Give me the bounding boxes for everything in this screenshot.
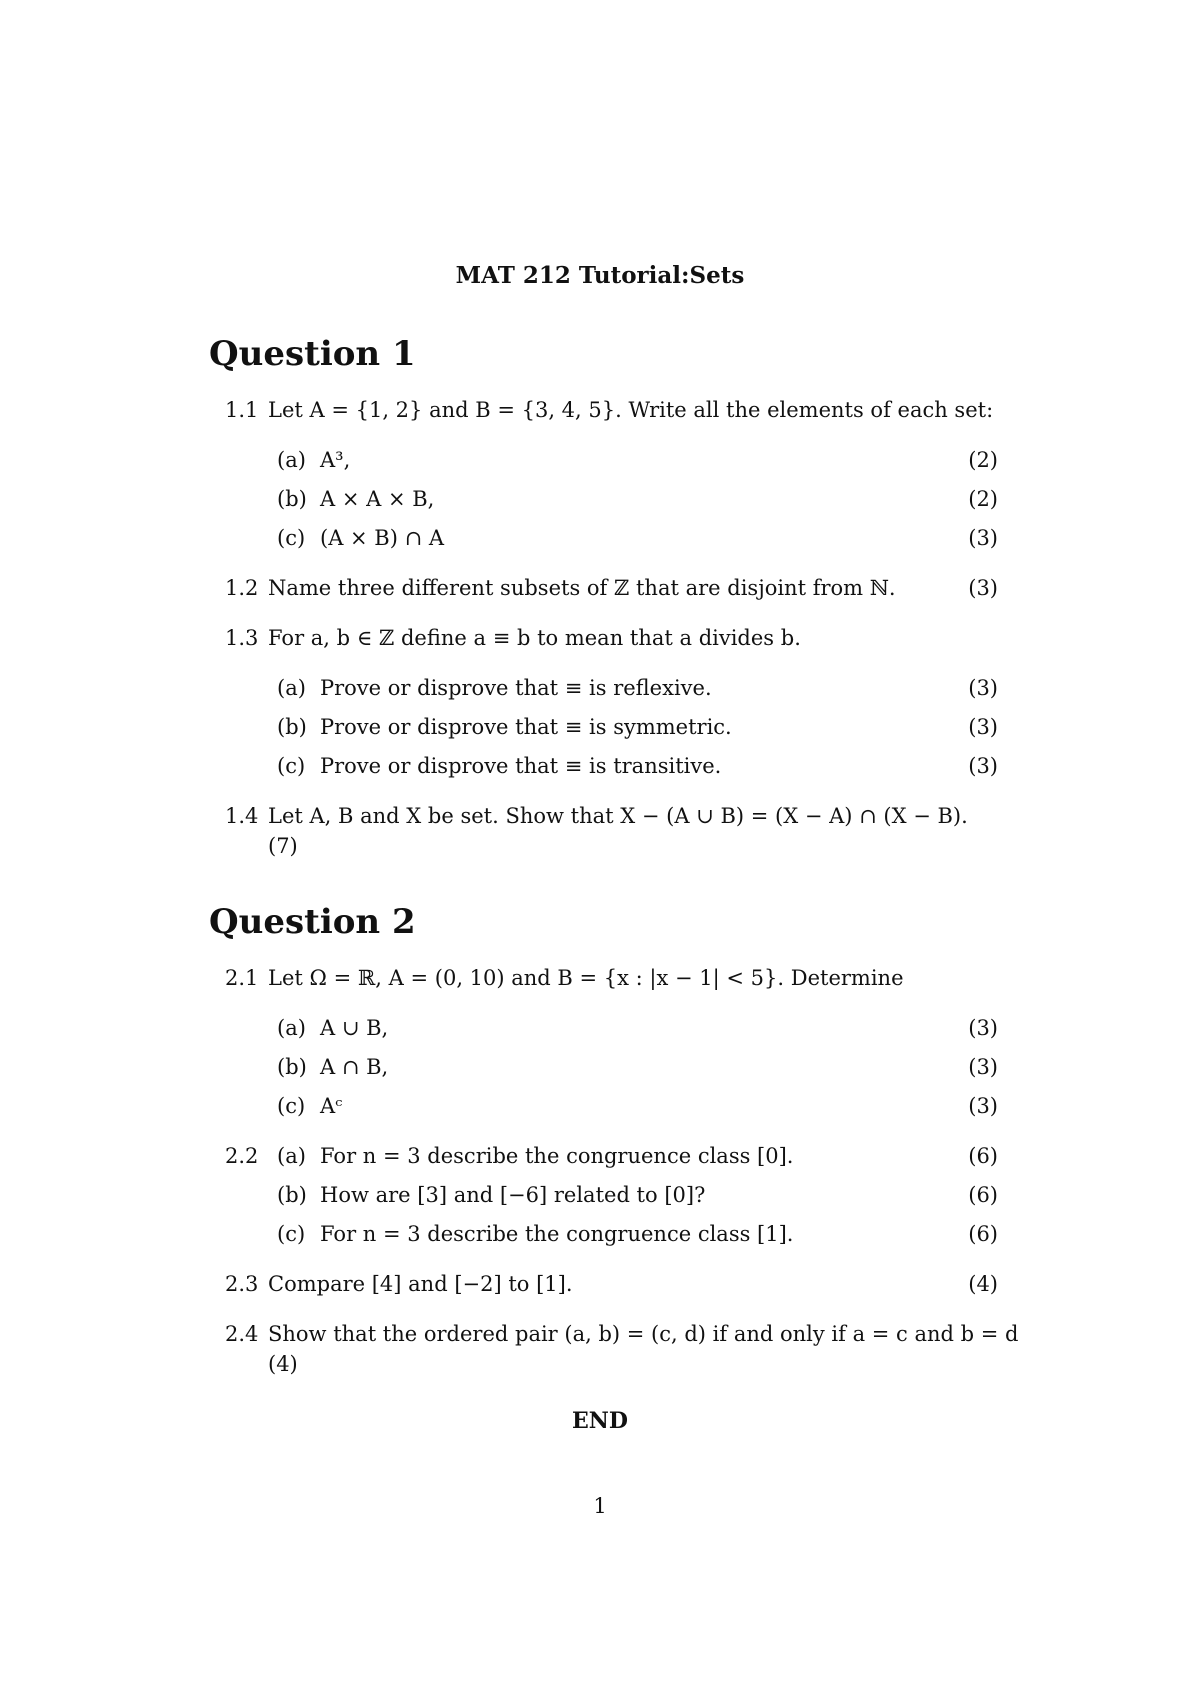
marks: (4) xyxy=(968,1272,998,1296)
item-2-4 xyxy=(0,1322,1200,1352)
part-label: (c) xyxy=(277,754,306,778)
item-number: 1.3 xyxy=(225,626,259,650)
item-2-4-marks-line xyxy=(0,1352,1200,1382)
item-1-1 xyxy=(0,398,1200,428)
item-text: Compare [4] and [−2] to [1]. xyxy=(268,1272,573,1296)
part-text: (A × B) ∩ A xyxy=(320,526,445,550)
item-1-3-c xyxy=(0,754,1200,784)
item-text: Show that the ordered pair (a, b) = (c, d) if and only if a = c and b = d xyxy=(268,1322,1019,1346)
part-label: (a) xyxy=(277,448,306,472)
part-text: For n = 3 describe the congruence class [1]. xyxy=(320,1222,794,1246)
end-label: END xyxy=(572,1408,628,1434)
part-label: (b) xyxy=(277,1055,307,1079)
item-1-1-b xyxy=(0,487,1200,517)
item-number: 2.1 xyxy=(225,966,259,990)
part-text: Prove or disprove that ≡ is symmetric. xyxy=(320,715,732,739)
part-label: (c) xyxy=(277,1222,306,1246)
marks: (2) xyxy=(968,448,998,472)
item-1-3-b xyxy=(0,715,1200,745)
marks: (3) xyxy=(968,576,998,600)
part-text: A ∩ B, xyxy=(320,1055,389,1079)
item-2-2-c xyxy=(0,1222,1200,1252)
item-text: Let A = {1, 2} and B = {3, 4, 5}. Write all the elements of each set: xyxy=(268,398,994,422)
item-2-1-c xyxy=(0,1094,1200,1124)
part-label: (c) xyxy=(277,1094,306,1118)
item-2-3 xyxy=(0,1272,1200,1302)
item-1-3 xyxy=(0,626,1200,656)
marks: (6) xyxy=(968,1222,998,1246)
item-text: Let A, B and X be set. Show that X − (A ∪ B) = (X − A) ∩ (X − B). xyxy=(268,804,968,828)
part-text: A³, xyxy=(320,448,351,472)
marks: (4) xyxy=(268,1352,298,1376)
marks: (2) xyxy=(968,487,998,511)
part-text: How are [3] and [−6] related to [0]? xyxy=(320,1183,706,1207)
marks: (3) xyxy=(968,1094,998,1118)
marks: (3) xyxy=(968,1055,998,1079)
item-1-1-a xyxy=(0,448,1200,478)
part-text: For n = 3 describe the congruence class [0]. xyxy=(320,1144,794,1168)
item-1-4 xyxy=(0,804,1200,834)
part-label: (b) xyxy=(277,715,307,739)
item-number: 1.1 xyxy=(225,398,259,422)
item-2-1 xyxy=(0,966,1200,996)
item-number: 2.4 xyxy=(225,1322,259,1346)
item-1-3-a xyxy=(0,676,1200,706)
part-label: (a) xyxy=(277,676,306,700)
question-2-heading: Question 2 xyxy=(209,902,416,942)
part-text: A ∪ B, xyxy=(320,1016,389,1040)
part-label: (b) xyxy=(277,487,307,511)
page-title: MAT 212 Tutorial:Sets xyxy=(455,262,745,289)
item-number: 1.4 xyxy=(225,804,259,828)
question-1-heading: Question 1 xyxy=(209,334,416,374)
item-number: 1.2 xyxy=(225,576,259,600)
part-text: A × A × B, xyxy=(320,487,435,511)
marks: (3) xyxy=(968,754,998,778)
item-1-2 xyxy=(0,576,1200,606)
item-2-2-a xyxy=(0,1144,1200,1174)
marks: (3) xyxy=(968,1016,998,1040)
marks: (3) xyxy=(968,676,998,700)
part-text: Prove or disprove that ≡ is reflexive. xyxy=(320,676,712,700)
part-label: (b) xyxy=(277,1183,307,1207)
part-label: (c) xyxy=(277,526,306,550)
item-number: 2.3 xyxy=(225,1272,259,1296)
marks: (6) xyxy=(968,1144,998,1168)
item-2-2-b xyxy=(0,1183,1200,1213)
item-1-4-marks-line xyxy=(0,834,1200,864)
item-text: Name three different subsets of ℤ that are disjoint from ℕ. xyxy=(268,576,896,600)
item-number: 2.2 xyxy=(225,1144,259,1168)
part-text: Aᶜ xyxy=(320,1094,343,1118)
marks: (3) xyxy=(968,526,998,550)
part-label: (a) xyxy=(277,1016,306,1040)
marks: (3) xyxy=(968,715,998,739)
page-number: 1 xyxy=(593,1494,607,1518)
marks: (6) xyxy=(968,1183,998,1207)
item-2-1-a xyxy=(0,1016,1200,1046)
part-label: (a) xyxy=(277,1144,306,1168)
item-text: Let Ω = ℝ, A = (0, 10) and B = {x : |x − 1| < 5}. Determine xyxy=(268,966,904,990)
item-1-1-c xyxy=(0,526,1200,556)
item-text: For a, b ∈ ℤ define a ≡ b to mean that a divides b. xyxy=(268,626,801,650)
item-2-1-b xyxy=(0,1055,1200,1085)
marks: (7) xyxy=(268,834,298,858)
part-text: Prove or disprove that ≡ is transitive. xyxy=(320,754,722,778)
